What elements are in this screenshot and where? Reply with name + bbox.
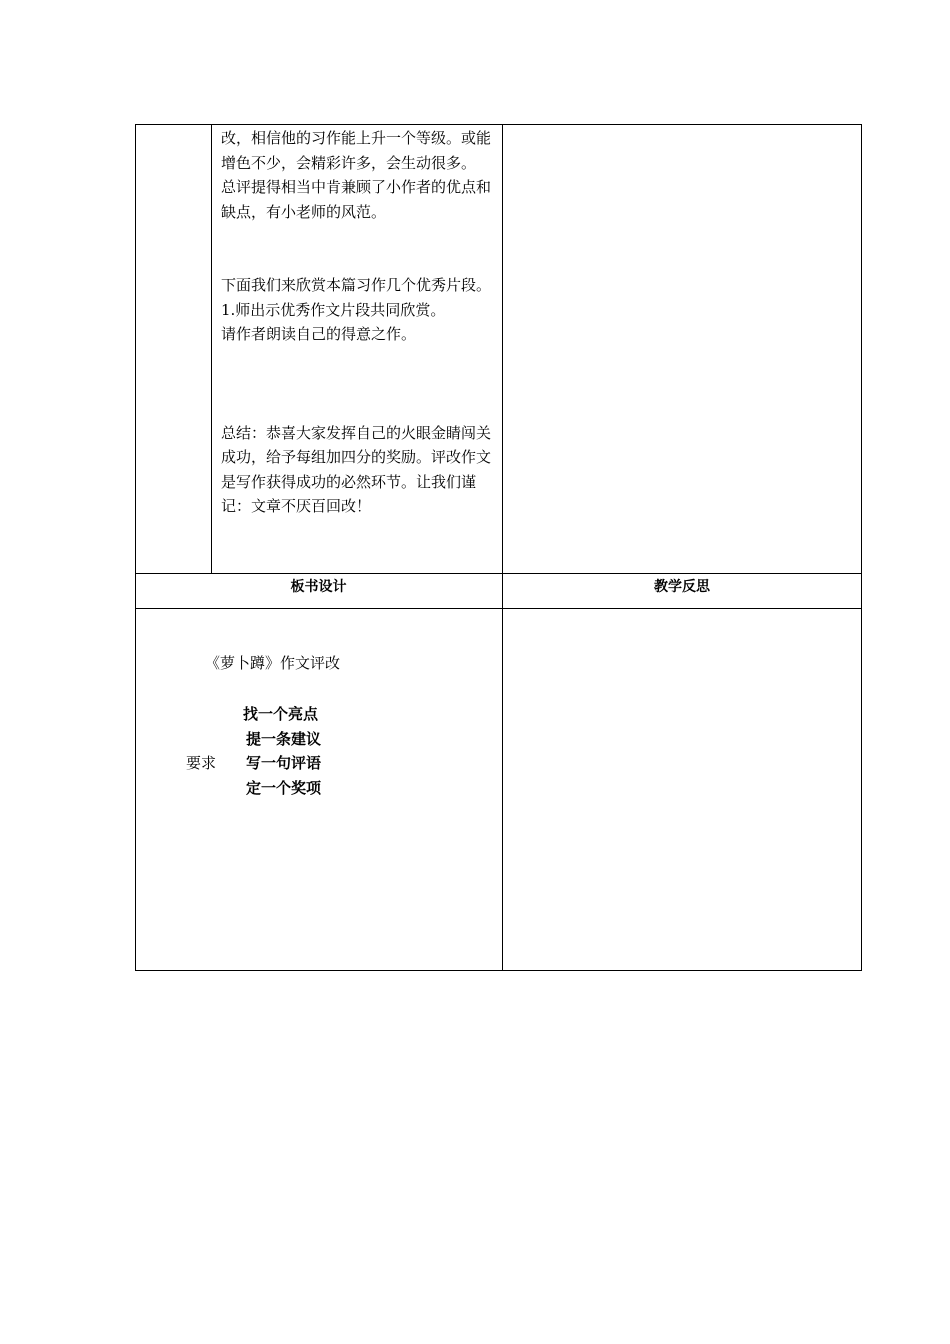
header-reflection: 教学反思 bbox=[654, 579, 710, 595]
paragraph-step-1: 1.师出示优秀作文片段共同欣赏。 bbox=[221, 300, 446, 319]
requirement-item: 写一句评语 bbox=[246, 754, 322, 772]
board-title: 《萝卜蹲》作文评改 bbox=[205, 654, 341, 672]
col-divider-left bbox=[211, 124, 212, 574]
paragraph-revision-praise: 改，相信他的习作能上升一个等级。或能增色不少，会精彩许多，会生动很多。 bbox=[221, 129, 492, 172]
requirement-item: 找一个亮点 bbox=[243, 705, 319, 723]
paragraph-summary: 总结：恭喜大家发挥自己的火眼金睛闯关成功，给予每组加四分的奖励。评改作文是写作获得成功的必然环节。让我们谨记：文章不厌百回改！ bbox=[221, 423, 492, 515]
requirement-item: 定一个奖项 bbox=[246, 778, 322, 797]
requirement-list bbox=[244, 702, 321, 800]
paragraph-overall-comment: 总评提得相当中肯兼顾了小作者的优点和缺点，有小老师的风范。 bbox=[221, 178, 492, 221]
requirement-item: 提一条建议 bbox=[246, 729, 322, 748]
header-board-design: 板书设计 bbox=[290, 579, 347, 595]
paragraph-appreciation-intro: 下面我们来欣赏本篇习作几个优秀片段。 bbox=[221, 276, 492, 294]
col-divider-middle bbox=[502, 124, 503, 971]
row-divider-header-top bbox=[135, 573, 862, 574]
requirement-label: 要求 bbox=[186, 754, 217, 772]
teaching-process-text bbox=[221, 126, 499, 519]
paragraph-read-aloud: 请作者朗读自己的得意之作。 bbox=[221, 325, 417, 343]
row-divider-header-bottom bbox=[135, 608, 862, 609]
